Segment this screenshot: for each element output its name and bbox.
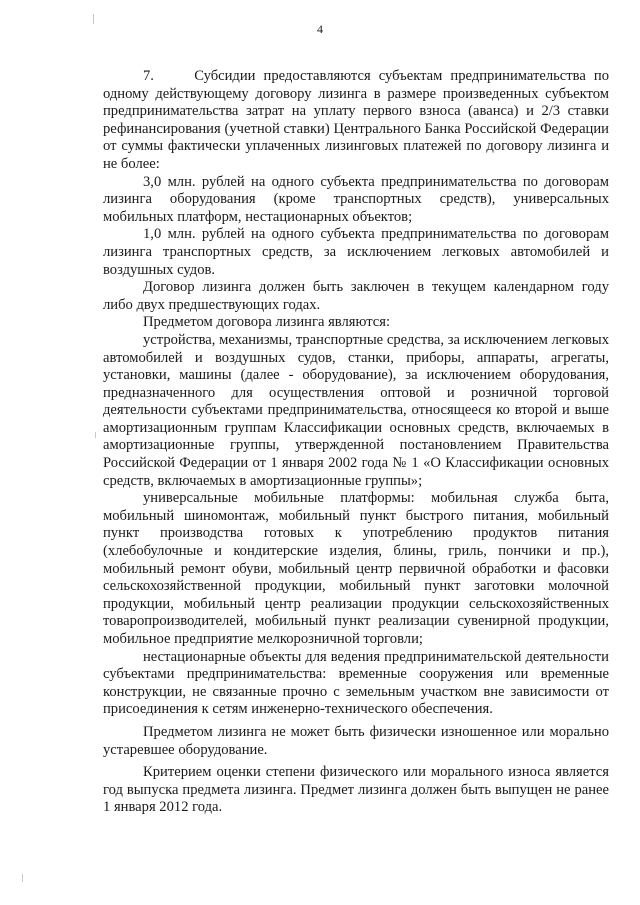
paragraph-non-stationary-objects: нестационарные объекты для ведения предпринимательской деятельности субъектами предпринимательства: временные сооружения или временные конструкции, не связанные прочно с земельным участком вне зависимости от присоединения к сетям инженерно-технического обеспечения. xyxy=(103,648,609,718)
paragraph-vehicle-limit: 1,0 млн. рублей на одного субъекта предпринимательства по договорам лизинга транспортных средств, за исключением легковых автомобилей и воздушных судов. xyxy=(103,226,609,278)
paragraph-wear-criterion: Критерием оценки степени физического или морального износа является год выпуска предмета лизинга. Предмет лизинга должен быть выпущен не ранее 1 января 2012 года. xyxy=(103,764,609,816)
paragraph-mobile-platforms: универсальные мобильные платформы: мобильная служба быта, мобильный шиномонтаж, мобильный пункт быстрого питания, мобильный пункт производства готовых к употреблению продуктов питания (хлебобулочные и кондитерские изделия, блины, гриль, пончики и пр.), мобильный ремонт обуви, мобильный центр первичной обработки и фасовки сельскохозяйственной продукции, мобильный пункт заготовки молочной продукции, мобильный центр реализации продукции сельскохозяйственных товаропроизводителей, мобильный пункт реализации сувенирной продукции, мобильное предприятие мелкорозничной торговли; xyxy=(103,490,609,647)
scan-artifact xyxy=(95,432,96,438)
paragraph-7-subsidy-terms: 7. Субсидии предоставляются субъектам предпринимательства по одному действующему договору лизинга в размере произведенных субъектом предпринимательства затрат на уплату первого взноса (аванса) и 2/3 ставки рефинансирования (учетной ставки) Центрального Банка Российской Федерации от суммы фактически уплаченных лизинговых платежей по договору лизинга и не более: xyxy=(103,68,609,172)
paragraph-equipment-definition: устройства, механизмы, транспортные средства, за исключением легковых автомобилей и воздушных судов, станки, приборы, аппараты, агрегаты, установки, машины (далее - оборудование), за исключением оборудования, предназначенного для осуществления оптовой и розничной торговой деятельности субъектами предпринимательства, относящееся ко второй и выше амортизационным группам Классификации основных средств, включаемых в амортизационные группы, утвержденной постановлением Правительства Российской Федерации от 1 января 2002 года № 1 «О Классификации основных средств, включаемых в амортизационные группы»; xyxy=(103,331,609,489)
document-body xyxy=(103,68,609,817)
scan-artifact xyxy=(22,874,23,882)
paragraph-contract-date: Договор лизинга должен быть заключен в текущем календарном году либо двух предшествующих годах. xyxy=(103,279,609,313)
paragraph-subject-heading: Предметом договора лизинга являются: xyxy=(143,314,391,331)
paragraph-equipment-limit: 3,0 млн. рублей на одного субъекта предпринимательства по договорам лизинга оборудования (кроме транспортных средств), универсальных мобильных платформ, нестационарных объектов; xyxy=(103,173,609,225)
paragraph-worn-equipment: Предметом лизинга не может быть физически изношенное или морально устаревшее оборудование. xyxy=(103,723,609,758)
page-number: 4 xyxy=(317,22,323,36)
